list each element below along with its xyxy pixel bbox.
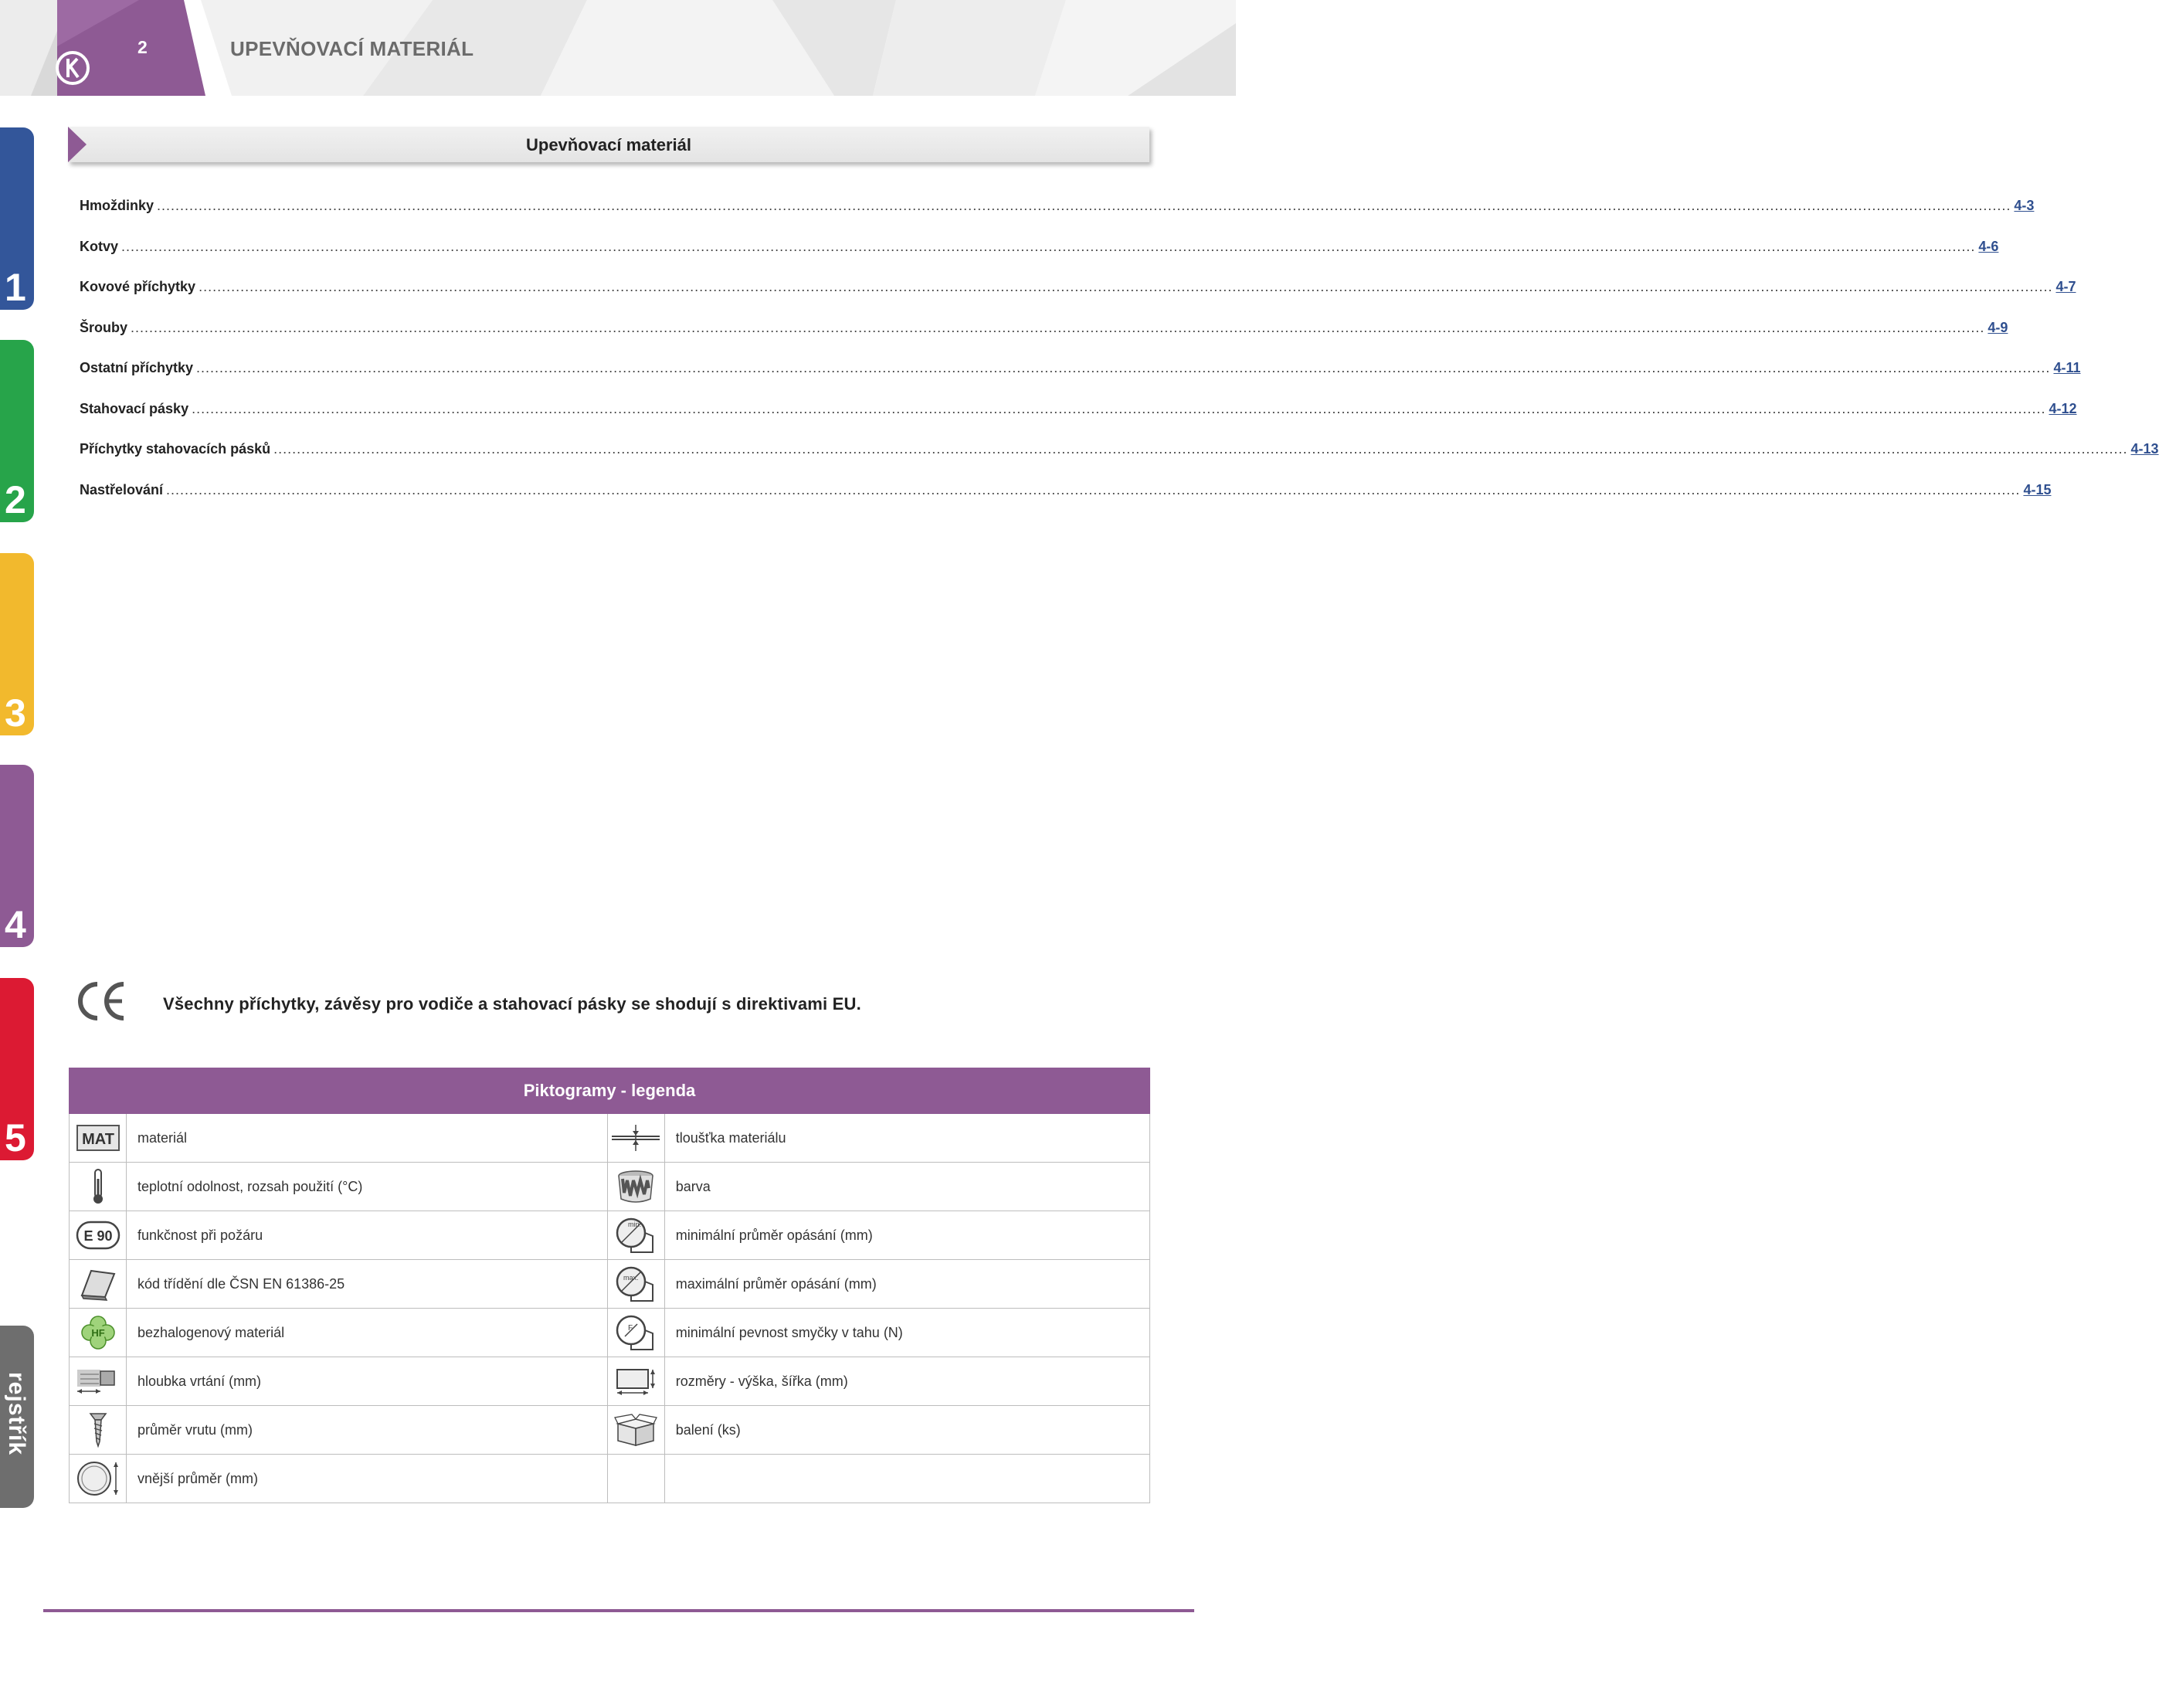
toc-row [80,441,2159,482]
legend-icon-cell [70,1163,127,1211]
table-row [70,1163,1150,1211]
side-tab-3[interactable] [0,553,34,735]
table-row [70,1114,1150,1163]
side-tab-label: 2 [5,478,26,521]
side-tab-2[interactable] [0,340,34,522]
toc-label: Stahovací pásky [80,400,189,416]
legend-text: maximální průměr opásání (mm) [664,1260,1149,1309]
thickness-icon [612,1125,660,1151]
toc-leader-dots: ................................................................................................................................................................................................................................................................................................................................................................................................................ [121,238,1976,254]
mat-icon [76,1125,120,1151]
legend-text-empty [664,1455,1149,1503]
toc-leader-dots: ................................................................................................................................................................................................................................................................................................................................................................................................................ [157,198,2011,213]
dimensions-icon [614,1367,657,1396]
toc-page-link[interactable]: 4-13 [2130,441,2159,457]
toc-page-link[interactable]: 4-7 [2055,279,2076,294]
side-tab-label: 5 [5,1116,26,1160]
legend-icon-cell [70,1455,127,1503]
toc-label: Šrouby [80,319,128,335]
page-header [0,0,1236,96]
halogen-free-icon-text: HF [90,1327,105,1339]
toc-label: Kotvy [80,238,119,254]
min-diameter-icon-text: min. [628,1221,642,1228]
legend-text: tloušťka materiálu [664,1114,1149,1163]
toc-page-link[interactable]: 4-11 [2053,360,2081,375]
legend-icon-cell [70,1211,127,1260]
toc-page-link[interactable]: 4-9 [1988,319,2008,335]
halogen-free-icon [80,1315,116,1350]
legend-text: minimální pevnost smyčky v tahu (N) [664,1309,1149,1357]
toc-row [80,360,2081,401]
max-diameter-icon [614,1265,657,1303]
legend-icon-cell [607,1309,664,1357]
table-of-contents [80,198,2159,522]
side-tab-label: 1 [5,266,26,309]
toc-page-link[interactable]: 4-3 [2014,198,2035,213]
side-tab-1[interactable] [0,127,34,310]
toc-leader-dots: ................................................................................................................................................................................................................................................................................................................................................................................................................ [196,360,2051,375]
table-row [70,1260,1150,1309]
legend-icon-cell-empty [607,1455,664,1503]
toc-row [80,238,1999,280]
legend-text: barva [664,1163,1149,1211]
legend-text: minimální průměr opásání (mm) [664,1211,1149,1260]
legend-header-row [70,1068,1150,1114]
toc-page-link[interactable]: 4-12 [2049,400,2077,416]
package-box-icon [615,1413,657,1447]
legend-icon-cell [70,1406,127,1455]
legend-icon-cell [607,1260,664,1309]
legend-icon-cell [607,1406,664,1455]
legend-text: materiál [127,1114,608,1163]
legend-text: balení (ks) [664,1406,1149,1455]
max-diameter-icon-text: max. [623,1274,639,1282]
legend-text: hloubka vrtání (mm) [127,1357,608,1406]
toc-label: Kovové příchytky [80,279,196,294]
toc-label: Hmoždinky [80,198,154,213]
toc-page-link[interactable]: 4-15 [2023,481,2052,497]
legend-icon-cell [607,1357,664,1406]
legend-icon-cell [607,1114,664,1163]
legend-icon-cell [607,1163,664,1211]
classification-icon [79,1268,117,1300]
fire-rating-icon [76,1221,121,1250]
side-tab-label: rejstřík [4,1372,29,1456]
legend-icon-cell [70,1114,127,1163]
loop-strength-icon [614,1313,657,1352]
loop-strength-icon-text: F [628,1324,633,1333]
screw-icon [89,1412,107,1448]
ce-compliance-note: Všechny příchytky, závěsy pro vodiče a stahovací pásky se shodují s direktivami EU. [163,994,861,1014]
mat-icon-text: MAT [81,1131,114,1148]
side-tab-index[interactable] [0,1326,34,1508]
thermometer-icon [90,1168,106,1205]
header-tab [0,0,209,96]
section-title: Upevňovací materiál [526,135,691,155]
pictogram-legend-table [69,1068,1150,1503]
toc-row [80,279,2076,320]
legend-text: teplotní odolnost, rozsah použití (°C) [127,1163,608,1211]
legend-icon-cell [70,1309,127,1357]
toc-page-link[interactable]: 4-6 [1978,238,1999,254]
legend-icon-cell [70,1260,127,1309]
toc-leader-dots: ................................................................................................................................................................................................................................................................................................................................................................................................................ [273,441,2128,457]
toc-label: Nastřelování [80,481,164,497]
toc-leader-dots: ................................................................................................................................................................................................................................................................................................................................................................................................................ [166,481,2021,497]
toc-row [80,481,2052,523]
min-diameter-icon [614,1216,657,1255]
toc-leader-dots: ................................................................................................................................................................................................................................................................................................................................................................................................................ [192,400,2046,416]
ce-mark-icon [74,980,128,1023]
fire-rating-icon-text: E 90 [83,1228,113,1244]
side-tab-label: 4 [5,903,26,946]
chapter-title: UPEVŇOVACÍ MATERIÁL [230,37,474,60]
paint-bucket-icon [616,1170,655,1204]
toc-leader-dots: ................................................................................................................................................................................................................................................................................................................................................................................................................ [131,319,1985,335]
toc-label: Příchytky stahovacích pásků [80,441,271,457]
outer-diameter-icon [76,1460,121,1497]
footer-divider [43,1609,1194,1612]
side-tab-label: 3 [5,691,26,735]
table-row [70,1211,1150,1260]
toc-row [80,319,2008,361]
side-tab-5[interactable] [0,978,34,1160]
legend-icon-cell [70,1357,127,1406]
section-banner [68,127,1149,162]
legend-text: vnější průměr (mm) [127,1455,608,1503]
side-tab-4[interactable] [0,765,34,947]
brand-logo-icon [54,49,91,87]
table-row [70,1455,1150,1503]
legend-text: bezhalogenový materiál [127,1309,608,1357]
legend-text: rozměry - výška, šířka (mm) [664,1357,1149,1406]
legend-text: kód třídění dle ČSN EN 61386-25 [127,1260,608,1309]
toc-row [80,400,2077,442]
legend-text: průměr vrutu (mm) [127,1406,608,1455]
table-row [70,1309,1150,1357]
drill-depth-icon [76,1367,121,1396]
banner-arrow-icon [68,127,87,162]
legend-title: Piktogramy - legenda [70,1068,1150,1114]
toc-row [80,198,2035,239]
table-row [70,1357,1150,1406]
toc-label: Ostatní příchytky [80,360,194,375]
toc-leader-dots: ................................................................................................................................................................................................................................................................................................................................................................................................................ [199,279,2053,294]
legend-text: funkčnost při požáru [127,1211,608,1260]
table-row [70,1406,1150,1455]
legend-icon-cell [607,1211,664,1260]
page-number: 2 [137,37,148,57]
